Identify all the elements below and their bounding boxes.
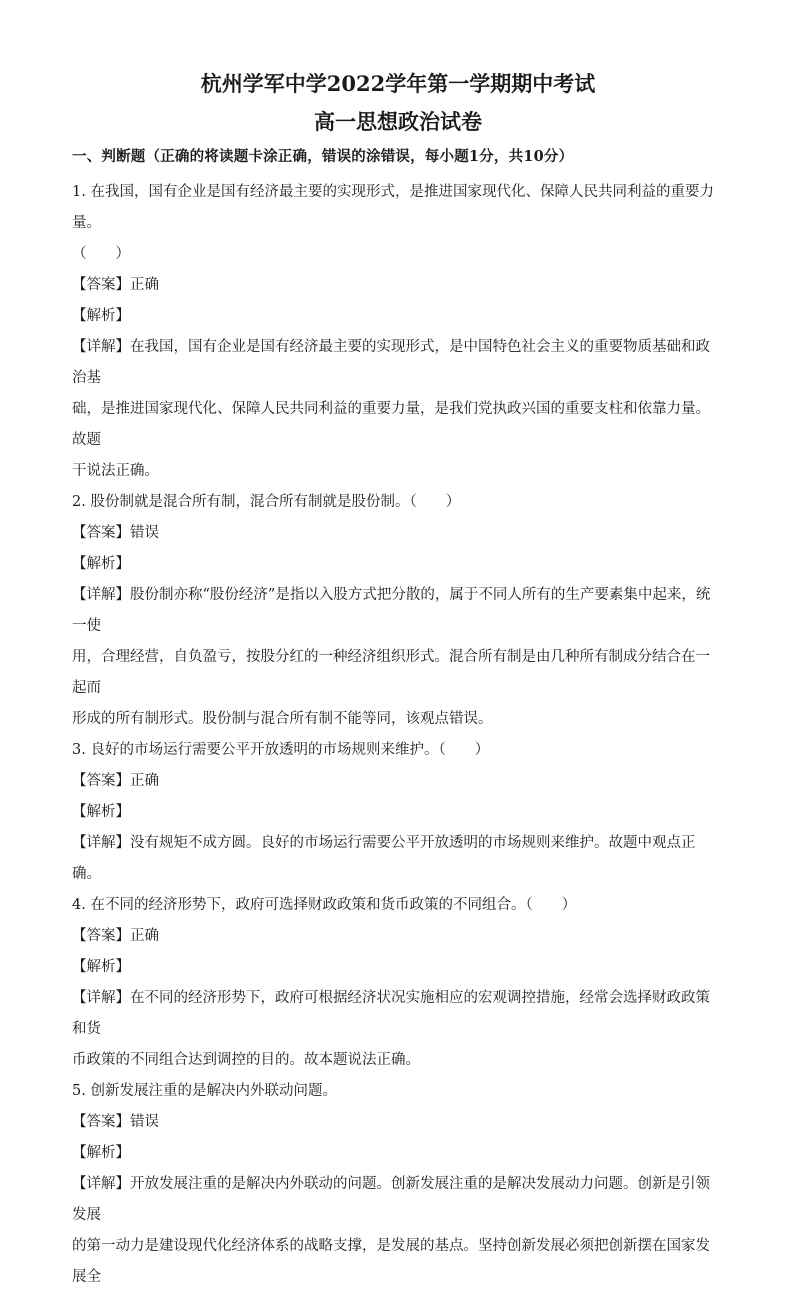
- answer-line: [72, 518, 724, 549]
- document-subtitle: 高一思想政治试卷: [314, 109, 482, 134]
- analysis-label: 【解析】: [72, 959, 130, 975]
- question-item: [72, 890, 724, 1076]
- detail-text: 币政策的不同组合达到调控的目的。故本题说法正确。: [72, 1052, 420, 1068]
- question-item: [72, 177, 724, 487]
- detail-label: 【详解】: [72, 835, 130, 851]
- detail-text: 用，合理经营，自负盈亏，按股分红的一种经济组织形式。混合所有制是由几种所有制成分结合在一起而: [72, 649, 710, 696]
- document-title: 杭州学军中学2022学年第一学期期中考试: [200, 71, 596, 96]
- detail-line: [72, 828, 724, 890]
- question-stem: 2. 股份制就是混合所有制，混合所有制就是股份制。（ ）: [72, 494, 461, 510]
- answer-value: 正确: [130, 928, 159, 944]
- detail-line: [72, 394, 724, 456]
- question-item: [72, 487, 724, 735]
- section-heading: 一、判断题（正确的将读题卡涂正确，错误的涂错误，每小题1分，共10分）: [72, 148, 574, 165]
- answer-value: 正确: [130, 773, 159, 789]
- analysis-label: 【解析】: [72, 308, 130, 324]
- detail-label: 【详解】: [72, 339, 130, 355]
- detail-text: 在我国，国有企业是国有经济最主要的实现形式，是中国特色社会主义的重要物质基础和政治基: [72, 339, 710, 386]
- question-stem: 1. 在我国，国有企业是国有经济最主要的实现形式，是推进国家现代化、保障人民共同利益的重要力量。: [72, 184, 714, 231]
- detail-line: [72, 580, 724, 642]
- detail-text: 的第一动力是建设现代化经济体系的战略支撑，是发展的基点。坚持创新发展必须把创新摆在国家发展全: [72, 1238, 710, 1285]
- answer-label: 【答案】: [72, 525, 130, 541]
- answer-value: 正确: [130, 277, 159, 293]
- detail-text: 没有规矩不成方圆。良好的市场运行需要公平开放透明的市场规则来维护。故题中观点正确。: [72, 835, 696, 882]
- detail-line: [72, 332, 724, 394]
- answer-label: 【答案】: [72, 928, 130, 944]
- answer-line: [72, 270, 724, 301]
- question-stem: 5. 创新发展注重的是解决内外联动问题。: [72, 1083, 337, 1099]
- answer-label: 【答案】: [72, 1114, 130, 1130]
- detail-line: [72, 642, 724, 704]
- detail-line: [72, 1045, 724, 1076]
- detail-line: [72, 983, 724, 1045]
- detail-line: [72, 1169, 724, 1231]
- analysis-label: 【解析】: [72, 804, 130, 820]
- detail-label: 【详解】: [72, 587, 130, 603]
- answer-label: 【答案】: [72, 773, 130, 789]
- question-stem: 3. 良好的市场运行需要公平开放透明的市场规则来维护。（ ）: [72, 742, 490, 758]
- question-item: [72, 1076, 724, 1293]
- answer-value: 错误: [130, 525, 159, 541]
- detail-label: 【详解】: [72, 990, 130, 1006]
- answer-line: [72, 921, 724, 952]
- detail-text: 股份制亦称“股份经济”是指以入股方式把分散的，属于不同人所有的生产要素集中起来，统一使: [72, 587, 711, 634]
- detail-line: [72, 704, 724, 735]
- detail-text: 础，是推进国家现代化、保障人民共同利益的重要力量，是我们党执政兴国的重要支柱和依靠力量。故题: [72, 401, 710, 448]
- analysis-label: 【解析】: [72, 1145, 130, 1161]
- detail-line: [72, 456, 724, 487]
- detail-text: 开放发展注重的是解决内外联动的问题。创新发展注重的是解决发展动力问题。创新是引领发展: [72, 1176, 710, 1223]
- question-stem: 4. 在不同的经济形势下，政府可选择财政政策和货币政策的不同组合。（ ）: [72, 897, 577, 913]
- detail-label: 【详解】: [72, 1176, 130, 1192]
- detail-text: 在不同的经济形势下，政府可根据经济状况实施相应的宏观调控措施，经常会选择财政政策和货: [72, 990, 710, 1037]
- detail-text: 干说法正确。: [72, 463, 159, 479]
- detail-text: 形成的所有制形式。股份制与混合所有制不能等同，该观点错误。: [72, 711, 493, 727]
- detail-line: [72, 1231, 724, 1293]
- analysis-label: 【解析】: [72, 556, 130, 572]
- question-stem: （ ）: [72, 246, 130, 262]
- answer-label: 【答案】: [72, 277, 130, 293]
- question-item: [72, 735, 724, 890]
- question-list: [72, 177, 724, 1293]
- answer-value: 错误: [130, 1114, 159, 1130]
- answer-line: [72, 766, 724, 797]
